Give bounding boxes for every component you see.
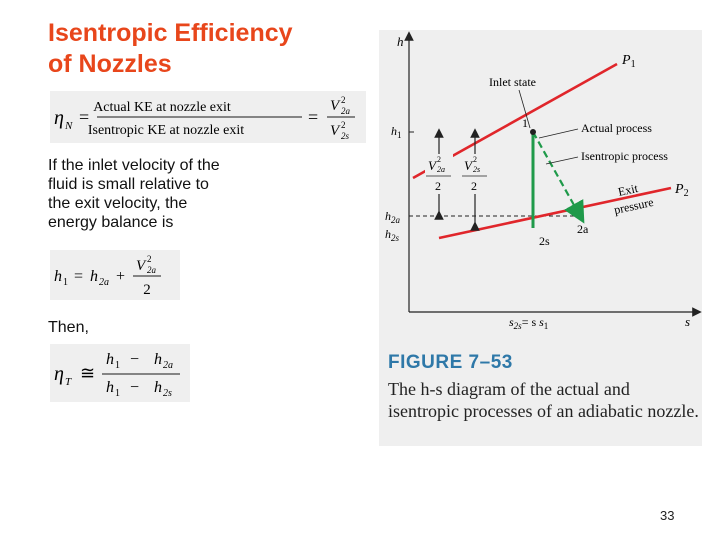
svg-text:η: η	[54, 107, 64, 129]
isentropic-ke-label: Isentropic KE at nozzle exit	[87, 123, 245, 138]
figure-caption-text: The h-s diagram of the actual and isentropic processes of an adiabatic nozzle.	[388, 379, 699, 421]
svg-text:η: η	[54, 363, 64, 385]
svg-text:=: =	[74, 268, 84, 285]
h2a-label: $h_{2a}$	[385, 209, 400, 225]
svg-text:V: V	[428, 158, 436, 173]
svg-text:2s: 2s	[341, 131, 350, 141]
figure-caption-title: FIGURE 7–53	[388, 352, 513, 373]
svg-text:≅: ≅	[80, 363, 96, 383]
svg-text:2: 2	[473, 155, 477, 164]
paragraph-line: fluid is small relative to	[48, 176, 209, 193]
turbine-efficiency-equation-svg	[50, 344, 190, 402]
paragraph-line: energy balance is	[48, 214, 174, 231]
nozzle-efficiency-equation	[50, 91, 366, 143]
slide-title-line-2: of Nozzles	[48, 50, 172, 78]
svg-text:N: N	[65, 120, 73, 132]
svg-text:h: h	[90, 268, 98, 285]
point-2a-label: 2a	[577, 222, 589, 236]
slide-title	[48, 18, 368, 80]
svg-text:2: 2	[147, 254, 152, 264]
svg-text:2a: 2a	[163, 360, 173, 371]
svg-text:2s: 2s	[473, 165, 481, 174]
pressure-label: pressure	[612, 194, 655, 217]
h1-label: $h_1$	[391, 124, 402, 140]
svg-text:1: 1	[115, 360, 120, 371]
svg-text:h: h	[106, 379, 114, 396]
svg-text:h: h	[154, 351, 162, 368]
svg-text:h: h	[154, 379, 162, 396]
actual-ke-label: Actual KE at nozzle exit	[93, 100, 231, 115]
turbine-efficiency-equation	[50, 344, 190, 402]
inlet-state-label: Inlet state	[489, 75, 536, 89]
svg-text:1: 1	[63, 277, 68, 288]
svg-text:=: =	[308, 107, 319, 127]
s-axis-label: s	[685, 314, 691, 329]
svg-text:T: T	[65, 376, 72, 388]
exit-label: Exit	[616, 181, 640, 199]
figure-caption	[388, 352, 700, 422]
svg-text:2a: 2a	[341, 106, 350, 116]
svg-text:h: h	[54, 268, 62, 285]
svg-text:V: V	[136, 258, 146, 274]
p2-isobar	[439, 188, 671, 238]
svg-text:V: V	[330, 123, 340, 139]
svg-text:2: 2	[341, 120, 346, 130]
svg-text:2: 2	[471, 179, 477, 193]
energy-balance-paragraph	[48, 156, 220, 232]
svg-text:2: 2	[341, 95, 346, 105]
energy-balance-equation	[50, 250, 180, 300]
h2s-label: $h_{2s}$	[385, 227, 400, 243]
isentropic-process-label: Isentropic process	[581, 149, 668, 163]
svg-text:2: 2	[437, 155, 441, 164]
s-equality-label: $s_{2s}= s$ $s_1$	[509, 315, 549, 331]
page-number: 33	[660, 508, 675, 523]
svg-text:h: h	[106, 351, 114, 368]
paragraph-line: If the inlet velocity of the	[48, 157, 220, 174]
svg-text:+: +	[116, 268, 126, 285]
svg-text:=: =	[79, 107, 90, 127]
actual-process-dashed	[533, 132, 579, 214]
svg-text:−: −	[130, 351, 140, 368]
point-1-label: 1	[522, 116, 528, 130]
paragraph-line: the exit velocity, the	[48, 195, 188, 212]
p2-label: $P_2$	[675, 182, 689, 199]
svg-text:2: 2	[435, 179, 441, 193]
p1-label: $P_1$	[622, 53, 636, 70]
svg-text:V: V	[464, 158, 472, 173]
svg-text:2a: 2a	[147, 265, 156, 275]
nozzle-efficiency-equation-svg	[50, 91, 366, 143]
svg-text:−: −	[130, 379, 140, 396]
h-axis-label: h	[397, 34, 404, 49]
svg-text:2s: 2s	[163, 388, 172, 399]
actual-process-label: Actual process	[581, 121, 652, 135]
svg-text:V: V	[330, 98, 340, 114]
svg-text:2a: 2a	[99, 277, 109, 288]
svg-text:2: 2	[143, 282, 151, 298]
then-label: Then,	[48, 319, 89, 336]
energy-balance-equation-svg	[50, 250, 180, 300]
svg-text:1: 1	[115, 388, 120, 399]
slide-title-line-1: Isentropic Efficiency	[48, 19, 293, 47]
point-2s-label: 2s	[539, 234, 550, 248]
inlet-state-point	[530, 129, 536, 135]
svg-text:2a: 2a	[437, 165, 445, 174]
